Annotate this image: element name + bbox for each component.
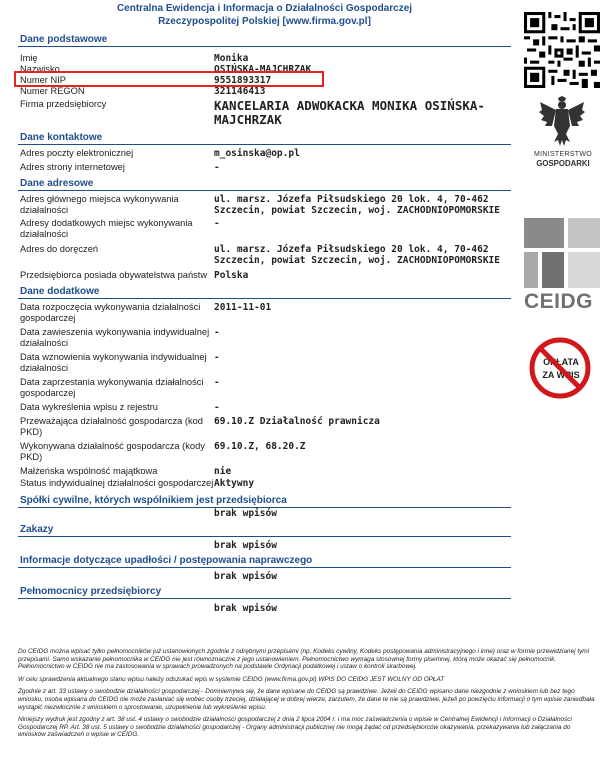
- field-label: Status indywidualnej działalności gospodarczej: [20, 478, 214, 488]
- field-label: Imię: [20, 53, 38, 63]
- row-email: [18, 148, 511, 159]
- proxies-value: brak wpisów: [214, 603, 277, 614]
- field-label: Numer REGON: [20, 86, 85, 96]
- field-value: -: [214, 402, 220, 413]
- field-value: ul. marsz. Józefa Piłsudskiego 20 lok. 4, 70-462 Szczecin, powiat Szczecin, woj. ZACHODNIOPOMORSKIE: [214, 194, 500, 216]
- footer-paragraph: Niniejszy wydruk jest zgodny z art. 38 ust. 4 ustawy o swobodzie działalności gospodarczej z dnia 2 lipca 2004 r. i ma moc zaświadczenia o wpisie w Centralnej Ewidencji i Informacji o Działalności Gospodarczej RP. Art. 38 ust. 5 ustawy o swobodzie działalności gospodarczej - Organy administracji publicznej nie mogą żądać od przedsiębiorców okazywania, przekazywania lub załączania do wniosków zaświadczeń o wpisie w CEIDG.: [18, 716, 572, 739]
- field-value: -: [214, 218, 220, 229]
- row-pkd-codes: [18, 441, 511, 463]
- row-extra-addresses: [18, 218, 511, 240]
- ceidg-logo-text: CEIDG: [524, 290, 594, 313]
- field-label: Firma przedsiębiorcy: [20, 99, 107, 109]
- field-label: Numer NIP: [20, 75, 66, 85]
- row-website: [18, 162, 511, 173]
- field-label: Przeważająca działalność gospodarcza (kod PKD): [20, 416, 203, 437]
- field-value: 9551893317: [214, 75, 272, 86]
- field-label: Data zaprzestania wykonywania działalności gospodarczej: [20, 377, 204, 398]
- legal-footer: [18, 648, 598, 744]
- field-value: m_osinska@op.pl: [214, 148, 300, 159]
- field-value: 2011-11-01: [214, 302, 272, 313]
- partnerships-value: brak wpisów: [214, 508, 277, 519]
- field-label: Adres strony internetowej: [20, 162, 125, 172]
- field-value: Polska: [214, 270, 249, 281]
- field-label: Przedsiębiorca posiada obywatelstwa państw: [20, 270, 208, 280]
- document-body: [18, 0, 511, 615]
- document-header: [18, 0, 511, 30]
- section-proxies: Pełnomocnicy przedsiębiorcy: [18, 586, 511, 599]
- stamp-text-2: ZA WPIS: [542, 370, 580, 380]
- field-value: -: [214, 162, 220, 173]
- field-label: Data wznowienia wykonywania indywidualnej działalności: [20, 352, 207, 373]
- row-company-name: [18, 99, 511, 127]
- eagle-emblem-icon: [538, 96, 586, 148]
- ministry-line-1: MINISTERSTWO: [533, 151, 593, 158]
- field-value: OSIŃSKA-MAJCHRZAK: [214, 64, 312, 75]
- row-suspension-date: [18, 327, 511, 349]
- field-label: Małżeńska wspólność majątkowa: [20, 466, 158, 476]
- section-address: Dane adresowe: [18, 178, 511, 191]
- footer-paragraph: Zgodnie z art. 33 ustawy o swobodzie działalności gospodarczej - Domniemywa się, że dane wpisane do CEIDG są prawdziwe. Jeżeli do CEIDG wpisano dane niezgodnie z wnioskiem lub bez tego wniosku, osoba wpisana do CEIDG nie może zasłaniać się wobec osoby trzeciej, działającej w dobrej wierze, zarzutem, że dane te nie są prawdziwe, jeżeli po powzięciu informacji o tym wpisie zaniedbała wystąpić niezwłocznie z wnioskiem o sprostowanie, uzupełnienie lub wykreślenie wpisu.: [18, 688, 595, 711]
- section-extra: Dane dodatkowe: [18, 286, 511, 299]
- nip-highlight-box: [14, 71, 324, 87]
- section-contact: Dane kontaktowe: [18, 132, 511, 145]
- footer-paragraph: Do CEIDG można wpisać tylko pełnomocników już ustanowionych zgodnie z odrębnymi przepisami (np. Kodeks cywilny, Kodeks postępowania administracyjnego i inne) oraz w formie przewidzianej tymi przepisami. Samo wskazanie pełnomocnika w CEIDG nie jest równoznaczne z jego ustanowieniem. Pełnomocnictwo wymaga stosownej formy pisemnej, którą może okazać się pełnomocnik. Pełnomocnictwo w CEIDG nie ma zastosowania w sprawach prowadzonych na podstawie Ordynacji podatkowej i ustaw o kontroli skarbowej.: [18, 648, 590, 671]
- ministry-line-2: GOSPODARKI: [536, 159, 590, 168]
- field-value: KANCELARIA ADWOKACKA MONIKA OSIŃSKA-MAJCHRZAK: [214, 98, 485, 127]
- field-value: -: [214, 327, 220, 338]
- section-basic: Dane podstawowe: [18, 34, 511, 47]
- stamp-text-1: OPŁATA: [543, 357, 579, 367]
- header-line-2: Rzeczypospolitej Polskiej [www.firma.gov.pl]: [158, 15, 371, 27]
- row-main-pkd: [18, 416, 511, 438]
- field-value: -: [214, 352, 220, 363]
- field-value: 321146413: [214, 86, 266, 97]
- field-label: Nazwisko: [20, 64, 60, 74]
- field-value: -: [214, 377, 220, 388]
- qr-code-icon: [524, 12, 600, 88]
- ceidg-logo-icon: [524, 218, 600, 288]
- bans-value: brak wpisów: [214, 540, 277, 551]
- row-start-date: [18, 302, 511, 324]
- field-value: nie: [214, 466, 232, 477]
- field-value: 69.10.Z, 68.20.Z: [214, 441, 306, 452]
- field-label: Data zawieszenia wykonywania indywidualnej działalności: [20, 327, 210, 348]
- section-bankruptcy: Informacje dotyczące upadłości / postępowania naprawczego: [18, 555, 511, 568]
- field-label: Wykonywana działalność gospodarcza (kody PKD): [20, 441, 205, 462]
- header-line-1: Centralna Ewidencja i Informacja o Działalności Gospodarczej: [116, 3, 413, 14]
- field-value: 69.10.Z Działalność prawnicza: [214, 416, 380, 427]
- field-value: Aktywny: [214, 478, 255, 489]
- row-delivery-address: [18, 244, 511, 266]
- no-fee-stamp-icon: [524, 336, 596, 400]
- field-label: Data rozpoczęcia wykonywania działalności gospodarczej: [20, 302, 201, 323]
- field-value: ul. marsz. Józefa Piłsudskiego 20 lok. 4, 70-462 Szczecin, powiat Szczecin, woj. ZACHODNIOPOMORSKIE: [214, 244, 500, 266]
- bankruptcy-value: brak wpisów: [214, 571, 277, 582]
- field-label: Adres do doręczeń: [20, 244, 99, 254]
- row-first-name: [18, 53, 511, 64]
- field-label: Adres poczty elektronicznej: [20, 148, 134, 158]
- field-label: Data wykreślenia wpisu z rejestru: [20, 402, 158, 412]
- section-partnerships: Spółki cywilne, których wspólnikiem jest przedsiębiorca: [18, 495, 511, 508]
- row-main-address: [18, 194, 511, 216]
- row-resume-date: [18, 352, 511, 374]
- section-bans: Zakazy: [18, 524, 511, 537]
- row-citizenship: [18, 270, 511, 281]
- row-status: [18, 478, 511, 489]
- ministry-label: [524, 150, 602, 168]
- row-joint-property: [18, 466, 511, 477]
- row-regon: [18, 86, 511, 97]
- row-end-date: [18, 377, 511, 399]
- field-label: Adres głównego miejsca wykonywania działalności: [20, 194, 179, 215]
- field-value: Monika: [214, 53, 249, 64]
- field-label: Adresy dodatkowych miejsc wykonywania działalności: [20, 218, 193, 239]
- footer-paragraph: W celu sprawdzenia aktualnego stanu wpisu należy odszukać wpis w systemie CEIDG (www.firma.gov.pl) WPIS DO CEIDG JEST WOLNY OD OPŁAT: [18, 675, 445, 683]
- row-removal-date: [18, 402, 511, 413]
